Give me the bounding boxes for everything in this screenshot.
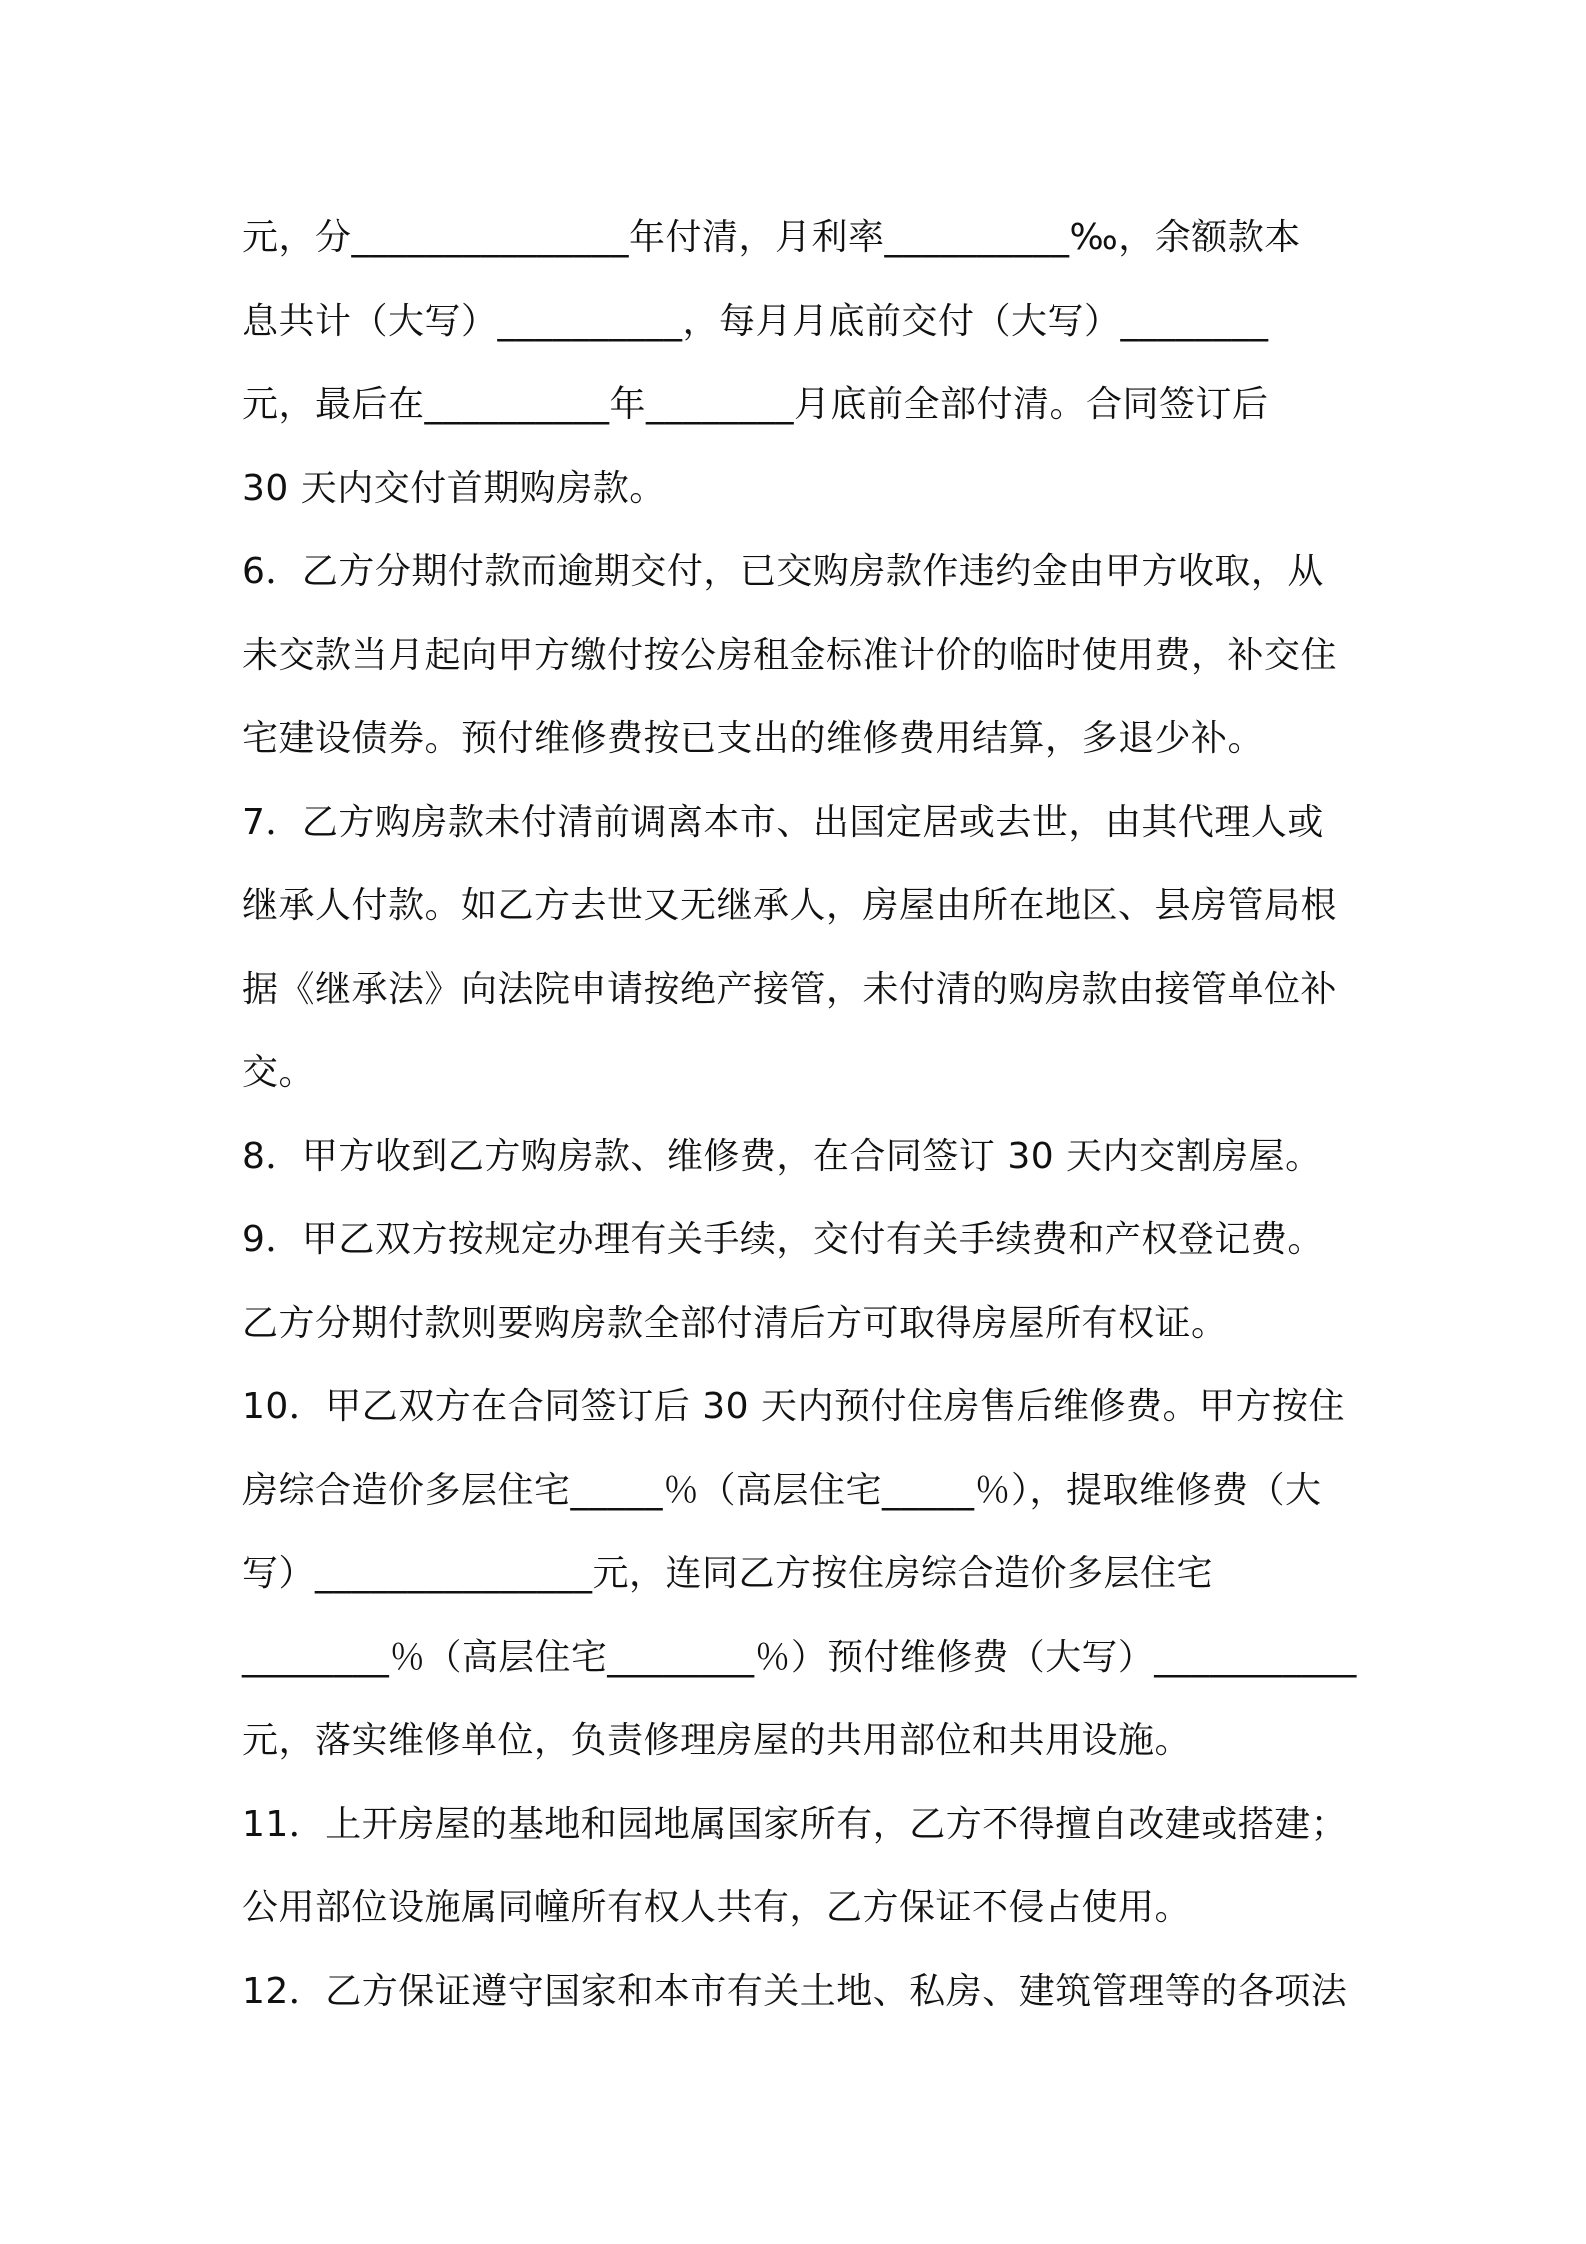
text-line: 宅建设债券。预付维修费按已支出的维修费用结算，多退少补。 (242, 718, 1265, 759)
text-line: 交。 (242, 1052, 316, 1093)
text-line: 8．甲方收到乙方购房款、维修费，在合同签订 30 天内交割房屋。 (242, 1135, 1322, 1177)
text-line: ________％（高层住宅________％）预付维修费（大写）___________ (242, 1636, 1357, 1678)
text-line: 元，落实维修单位，负责修理房屋的共用部位和共用设施。 (242, 1720, 1192, 1761)
text-line: 继承人付款。如乙方去世又无继承人，房屋由所在地区、县房管局根 (242, 885, 1338, 926)
text-line: 30 天内交付首期购房款。 (242, 467, 666, 509)
text-line: 元，最后在__________年________月底前全部付清。合同签订后 (242, 384, 1269, 425)
text-line: 据《继承法》向法院申请按绝产接管，未付清的购房款由接管单位补 (242, 968, 1338, 1010)
contract-text (242, 196, 1357, 2033)
text-line: 12．乙方保证遵守国家和本市有关土地、私房、建筑管理等的各项法 (242, 1970, 1348, 2012)
text-line: 乙方分期付款则要购房款全部付清后方可取得房屋所有权证。 (242, 1302, 1228, 1344)
text-line: 房综合造价多层住宅_____％（高层住宅_____％），提取维修费（大 (242, 1469, 1322, 1511)
text-line: 6．乙方分期付款而逾期交付，已交购房款作违约金由甲方收取，从 (242, 551, 1324, 592)
text-line: 10．甲乙双方在合同签订后 30 天内预付住房售后维修费。甲方按住 (242, 1386, 1346, 1427)
text-line: 息共计（大写）__________，每月月底前交付（大写）________ (242, 300, 1269, 342)
text-line: 元，分_______________年付清，月利率__________‰，余额款本 (242, 217, 1301, 258)
text-line: 7．乙方购房款未付清前调离本市、出国定居或去世，由其代理人或 (242, 801, 1324, 843)
text-line: 11．上开房屋的基地和园地属国家所有，乙方不得擅自改建或搭建； (242, 1803, 1348, 1845)
text-line: 未交款当月起向甲方缴付按公房租金标准计价的临时使用费，补交住 (242, 634, 1338, 676)
text-line: 写）_______________元，连同乙方按住房综合造价多层住宅 (242, 1553, 1214, 1594)
text-line: 公用部位设施属同幢所有权人共有，乙方保证不侵占使用。 (242, 1887, 1192, 1928)
text-line: 9．甲乙双方按规定办理有关手续，交付有关手续费和产权登记费。 (242, 1219, 1324, 1260)
